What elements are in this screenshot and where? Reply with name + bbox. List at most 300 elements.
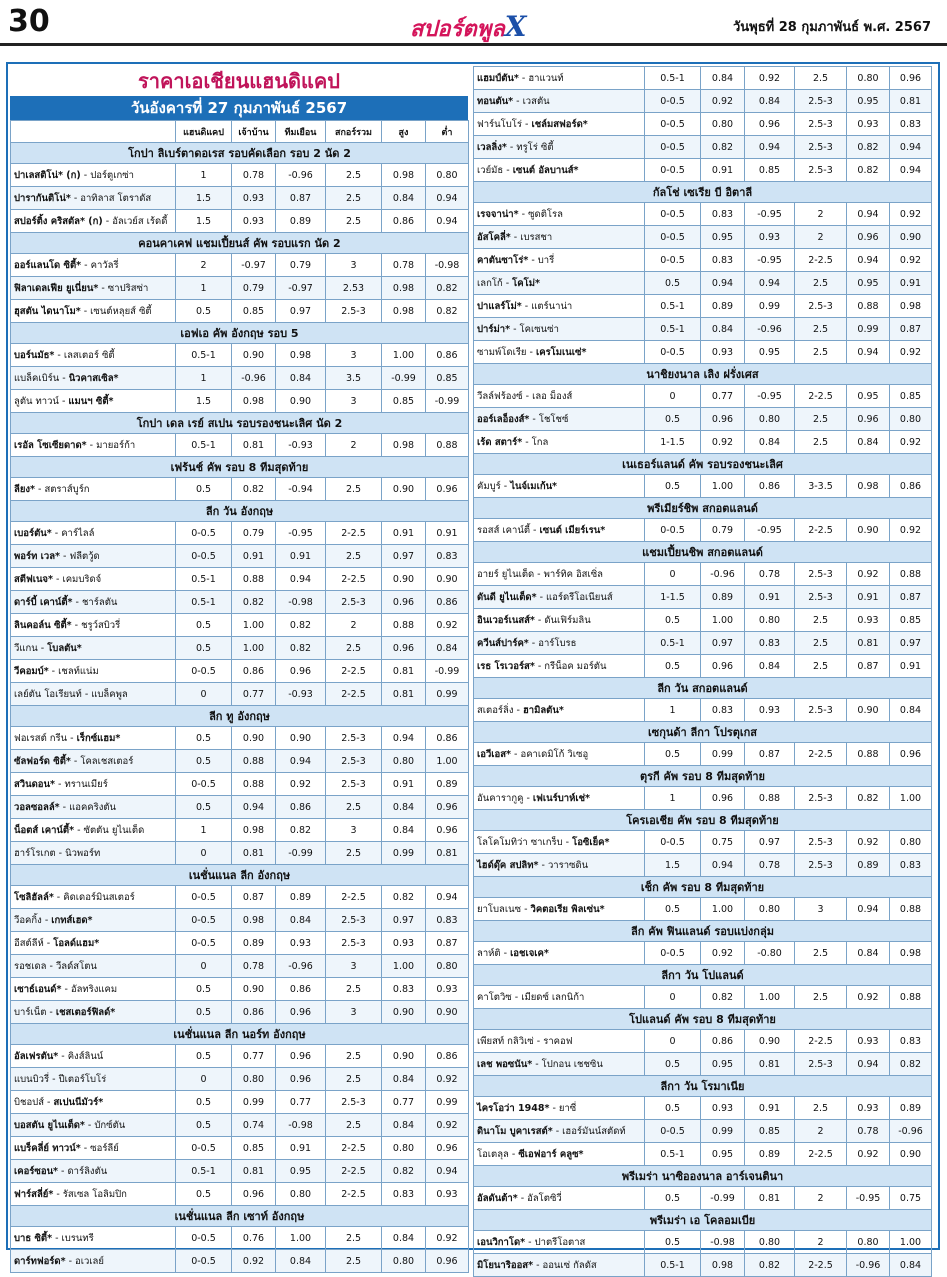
match-teams xyxy=(11,750,176,773)
team-separator: - xyxy=(46,960,56,972)
home-odds: 0.85 xyxy=(232,1137,276,1160)
home-team: เอวีเอส* xyxy=(477,748,512,760)
over-odds: 0.94 xyxy=(382,727,426,750)
handicap-value: 0.5 xyxy=(176,750,232,773)
match-teams xyxy=(474,1030,645,1053)
over-odds: 0.99 xyxy=(382,842,426,865)
home-odds: 0.95 xyxy=(701,1053,745,1076)
away-team: โคลเชสเตอร์ xyxy=(80,755,134,767)
away-team: คิงส์ลินน์ xyxy=(67,1050,104,1062)
handicap-value: 0.5-1 xyxy=(645,632,701,655)
league-name: โกปา เดล เรย์ สเปน รอบรองชนะเลิศ นัด 2 xyxy=(11,413,469,434)
away-odds: 0.87 xyxy=(276,187,326,210)
match-teams xyxy=(11,522,176,545)
team-separator: - xyxy=(61,983,71,995)
team-separator: - xyxy=(533,1259,543,1271)
home-team: เพียสท์ กลิวิเซ่ xyxy=(477,1035,534,1047)
over-odds: 0.96 xyxy=(847,408,890,431)
under-odds: 0.81 xyxy=(890,90,932,113)
over-odds: 0.88 xyxy=(382,614,426,637)
match-row xyxy=(11,683,469,706)
away-odds: 1.00 xyxy=(276,1227,326,1250)
team-separator: - xyxy=(530,524,540,536)
away-odds: 0.89 xyxy=(745,1143,795,1166)
home-odds: 0.86 xyxy=(701,1030,745,1053)
handicap-value: 0.5 xyxy=(176,1091,232,1114)
home-team: ดันดี ยูไนเต็ด* xyxy=(477,591,537,603)
under-odds: 0.93 xyxy=(426,978,469,1001)
home-team: ดาร์บี้ เคาน์ตี้* xyxy=(14,596,73,608)
team-separator: - xyxy=(528,637,539,649)
home-team: ฟอเรสต์ กรีน xyxy=(14,732,68,744)
home-odds: 0.96 xyxy=(232,1183,276,1206)
league-header xyxy=(11,233,469,254)
match-row xyxy=(474,113,932,136)
match-teams xyxy=(474,272,645,295)
handicap-value: 0.5 xyxy=(176,796,232,819)
league-header xyxy=(474,877,932,898)
away-odds: 0.93 xyxy=(745,699,795,722)
match-teams xyxy=(11,796,176,819)
away-team: สเปนนีมัวร์* xyxy=(53,1096,104,1108)
logo-text: สปอร์ตพูล xyxy=(410,16,505,42)
handicap-value: 0-0.5 xyxy=(176,773,232,796)
over-odds: 0.93 xyxy=(847,113,890,136)
match-teams xyxy=(11,591,176,614)
match-teams xyxy=(474,203,645,226)
home-team: แบล็คเบิร์น xyxy=(14,372,60,384)
match-row xyxy=(11,254,469,277)
home-odds: 0.84 xyxy=(701,67,745,90)
total-goals: 2.5-3 xyxy=(795,1053,847,1076)
over-odds: 0.82 xyxy=(847,136,890,159)
team-separator: - xyxy=(502,277,513,289)
away-odds: 0.80 xyxy=(745,609,795,632)
match-teams xyxy=(11,1045,176,1068)
over-odds: 0.90 xyxy=(847,699,890,722)
over-odds: 0.82 xyxy=(382,886,426,909)
away-team: ซาปริสซ่า xyxy=(107,282,149,294)
away-odds: 0.91 xyxy=(745,586,795,609)
total-goals: 2.5 xyxy=(795,272,847,295)
under-odds: 0.92 xyxy=(890,249,932,272)
away-team: เอชเจเค* xyxy=(510,947,549,959)
left-column xyxy=(10,66,468,1273)
home-team: ปาแลร์โม่* xyxy=(477,300,522,312)
under-odds: 0.84 xyxy=(426,637,469,660)
team-separator: - xyxy=(49,1073,59,1085)
under-odds: 0.88 xyxy=(890,898,932,921)
team-separator: - xyxy=(52,573,63,585)
home-team: อายร์ ยูไนเต็ด xyxy=(477,568,535,580)
home-odds: 0.89 xyxy=(701,295,745,318)
match-teams xyxy=(474,295,645,318)
home-odds: 0.82 xyxy=(701,136,745,159)
team-separator: - xyxy=(102,215,113,227)
away-odds: -0.98 xyxy=(276,591,326,614)
away-odds: -0.95 xyxy=(745,249,795,272)
under-odds: 0.98 xyxy=(890,942,932,965)
total-goals: 2.5 xyxy=(795,1097,847,1120)
away-odds: 0.94 xyxy=(276,568,326,591)
handicap-value: 0-0.5 xyxy=(645,942,701,965)
home-odds: 0.83 xyxy=(701,699,745,722)
match-teams xyxy=(474,159,645,182)
over-odds: 1.00 xyxy=(382,344,426,367)
handicap-value: 0.5 xyxy=(176,1001,232,1024)
home-odds: 0.77 xyxy=(701,385,745,408)
handicap-value: 0 xyxy=(176,842,232,865)
home-odds: 0.90 xyxy=(232,978,276,1001)
match-teams xyxy=(474,90,645,113)
away-team: บักซ์ตัน xyxy=(94,1119,126,1131)
team-separator: - xyxy=(534,614,545,626)
match-row xyxy=(474,1053,932,1076)
page-number: 30 xyxy=(8,4,50,39)
under-odds: 0.88 xyxy=(426,434,469,457)
match-teams xyxy=(11,344,176,367)
handicap-value: 1 xyxy=(176,367,232,390)
under-odds: 0.86 xyxy=(426,727,469,750)
match-row xyxy=(474,854,932,877)
home-odds: 0.92 xyxy=(232,1250,276,1273)
under-odds: 0.96 xyxy=(426,796,469,819)
league-name: เนชั่นแนล ลีก เซาท์ อังกฤษ xyxy=(11,1206,469,1227)
team-separator: - xyxy=(518,72,529,84)
team-separator: - xyxy=(80,169,91,181)
match-teams xyxy=(11,254,176,277)
match-teams xyxy=(474,67,645,90)
away-team: เบรนทรี xyxy=(61,1232,94,1244)
under-odds: 0.85 xyxy=(426,367,469,390)
handicap-value: 0.5 xyxy=(645,272,701,295)
match-teams xyxy=(11,1068,176,1091)
away-odds: 0.84 xyxy=(745,90,795,113)
total-goals: 2 xyxy=(795,1231,847,1254)
over-odds: 0.93 xyxy=(847,609,890,632)
away-odds: 0.91 xyxy=(276,1137,326,1160)
away-team: พาร์ทิค อิสเซิ่ล xyxy=(543,568,603,580)
total-goals: 2.5-3 xyxy=(326,727,382,750)
league-header xyxy=(474,498,932,519)
under-odds: 0.91 xyxy=(890,272,932,295)
total-goals: 3-3.5 xyxy=(795,475,847,498)
total-goals: 2.5-3 xyxy=(795,295,847,318)
match-row xyxy=(11,277,469,300)
total-goals: 2 xyxy=(326,614,382,637)
match-teams xyxy=(11,637,176,660)
match-row xyxy=(474,898,932,921)
away-team: โปกอน เชชซิน xyxy=(541,1058,603,1070)
over-odds: 0.98 xyxy=(382,434,426,457)
match-teams xyxy=(474,854,645,877)
home-team: เลกโก้ xyxy=(477,277,503,289)
team-separator: - xyxy=(58,1050,68,1062)
home-team: บอสตัน ยูไนเต็ด* xyxy=(14,1119,85,1131)
away-odds: 0.86 xyxy=(276,796,326,819)
match-row xyxy=(474,90,932,113)
away-team: แตร์นาน่า xyxy=(531,300,573,312)
away-odds: 0.91 xyxy=(276,545,326,568)
over-odds: 0.83 xyxy=(382,1183,426,1206)
home-team: อัสโคลี่* xyxy=(477,231,511,243)
league-header xyxy=(474,1210,932,1231)
away-odds: 0.90 xyxy=(276,390,326,413)
away-team: อัลโตซิวี่ xyxy=(527,1192,562,1204)
home-team: ฮาร์โรเกต xyxy=(14,847,56,859)
home-odds: 0.79 xyxy=(232,277,276,300)
match-teams xyxy=(474,226,645,249)
home-odds: -0.98 xyxy=(701,1231,745,1254)
match-row xyxy=(474,519,932,542)
match-teams xyxy=(474,699,645,722)
home-odds: 1.00 xyxy=(232,614,276,637)
over-odds: 0.80 xyxy=(847,67,890,90)
away-odds: 0.83 xyxy=(745,632,795,655)
total-goals: 2.5-3 xyxy=(795,136,847,159)
handicap-value: 0 xyxy=(176,1068,232,1091)
handicap-value: 0-0.5 xyxy=(645,341,701,364)
away-odds: 0.82 xyxy=(745,1254,795,1277)
home-odds: 0.93 xyxy=(232,187,276,210)
total-goals: 2 xyxy=(795,1120,847,1143)
home-odds: 0.79 xyxy=(701,519,745,542)
home-team: ดินาโม บูคาเรสต์* xyxy=(477,1125,553,1137)
away-odds: -0.93 xyxy=(276,434,326,457)
team-separator: - xyxy=(58,1165,68,1177)
under-odds: 0.75 xyxy=(890,1187,932,1210)
over-odds: 0.84 xyxy=(382,1227,426,1250)
away-team: เซนต์ อัลบานส์* xyxy=(512,164,579,176)
home-odds: 0.89 xyxy=(232,932,276,955)
over-odds: 0.90 xyxy=(847,519,890,542)
match-teams xyxy=(11,210,176,233)
league-header xyxy=(11,706,469,727)
odds-table-left xyxy=(10,120,469,1273)
match-row xyxy=(474,1120,932,1143)
away-odds: 0.78 xyxy=(745,854,795,877)
league-header xyxy=(474,965,932,986)
away-team: อคาเดมิโก้ วิเซอู xyxy=(520,748,589,760)
match-teams xyxy=(11,978,176,1001)
away-team: ปาตรีโอตาส xyxy=(534,1236,586,1248)
team-separator: - xyxy=(506,141,517,153)
under-odds: 0.87 xyxy=(890,318,932,341)
handicap-value: 0-0.5 xyxy=(645,203,701,226)
team-separator: - xyxy=(35,483,45,495)
team-separator: - xyxy=(53,1188,63,1200)
home-team: เอนวิกาโด* xyxy=(477,1236,526,1248)
match-teams xyxy=(11,932,176,955)
team-separator: - xyxy=(98,282,108,294)
home-odds: 0.79 xyxy=(232,522,276,545)
handicap-value: 0.5 xyxy=(176,478,232,501)
team-separator: - xyxy=(521,903,531,915)
home-team: เรธ โรเวอร์ส* xyxy=(477,660,535,672)
total-goals: 3 xyxy=(326,955,382,978)
total-goals: 3 xyxy=(326,390,382,413)
away-odds: 0.95 xyxy=(745,341,795,364)
team-separator: - xyxy=(503,164,513,176)
handicap-value: 0.5-1 xyxy=(176,344,232,367)
match-row xyxy=(11,637,469,660)
publication-logo xyxy=(410,10,526,46)
match-teams xyxy=(11,1227,176,1250)
home-team: เรจจาน่า* xyxy=(477,208,519,220)
home-odds: 0.98 xyxy=(701,1254,745,1277)
match-row xyxy=(11,978,469,1001)
over-odds: 0.82 xyxy=(847,159,890,182)
away-odds: -0.95 xyxy=(745,519,795,542)
match-row xyxy=(11,1160,469,1183)
team-separator: - xyxy=(71,619,82,631)
match-teams xyxy=(11,164,176,187)
home-team: ลินคอล์น ซิตี้* xyxy=(14,619,72,631)
match-teams xyxy=(474,586,645,609)
match-row xyxy=(474,272,932,295)
over-odds: 0.88 xyxy=(847,743,890,766)
odds-table-right xyxy=(473,66,932,1277)
over-odds: 0.83 xyxy=(382,978,426,1001)
away-odds: 0.89 xyxy=(276,886,326,909)
match-teams xyxy=(11,955,176,978)
total-goals: 2.5 xyxy=(326,1114,382,1137)
away-team: วิคตอเรีย พิลเซ่น* xyxy=(530,903,605,915)
home-odds: 0.81 xyxy=(232,1160,276,1183)
under-odds: 0.96 xyxy=(426,478,469,501)
handicap-value: 0.5-1 xyxy=(176,434,232,457)
away-team: ซัตตัน ยูไนเต็ด xyxy=(83,824,145,836)
team-separator: - xyxy=(525,1236,535,1248)
total-goals: 2-2.5 xyxy=(795,1030,847,1053)
over-odds: 0.80 xyxy=(382,1137,426,1160)
match-row xyxy=(11,591,469,614)
league-name: ลีก คัพ ฟินแลนด์ รอบแบ่งกลุ่ม xyxy=(474,921,932,942)
handicap-value: 1.5 xyxy=(176,187,232,210)
home-team: ปารากันติโน่* xyxy=(14,192,71,204)
away-odds: 0.84 xyxy=(276,1250,326,1273)
over-odds: 0.77 xyxy=(382,1091,426,1114)
home-odds: 0.95 xyxy=(701,226,745,249)
match-row xyxy=(474,475,932,498)
away-team: เชล์มสฟอร์ด* xyxy=(531,118,588,130)
team-separator: - xyxy=(536,591,547,603)
over-odds: 0.84 xyxy=(382,796,426,819)
league-header xyxy=(474,182,932,203)
home-odds: 0.97 xyxy=(701,632,745,655)
match-teams xyxy=(474,609,645,632)
match-column-header xyxy=(11,121,176,143)
under-odds: 1.00 xyxy=(890,1231,932,1254)
away-odds: 0.93 xyxy=(745,226,795,249)
over-odds: 0.89 xyxy=(847,854,890,877)
team-separator: - xyxy=(518,208,529,220)
home-team: ไฮด์ดุ๊ค สปลิท* xyxy=(477,859,539,871)
handicap-value: 0.5-1 xyxy=(645,1143,701,1166)
handicap-value: 0-0.5 xyxy=(176,1137,232,1160)
home-team: เบอร์ตัน* xyxy=(14,527,52,539)
home-team: อินเวอร์เนสส์* xyxy=(477,614,535,626)
home-odds: 0.90 xyxy=(232,727,276,750)
match-row xyxy=(474,986,932,1009)
handicap-value: 0-0.5 xyxy=(645,136,701,159)
match-row xyxy=(11,819,469,842)
total-goals: 3 xyxy=(326,254,382,277)
match-row xyxy=(474,431,932,454)
away-team: นิวคาสเซิล* xyxy=(68,372,119,384)
team-separator: - xyxy=(522,436,532,448)
team-separator: - xyxy=(72,596,82,608)
over-odds: 0.90 xyxy=(382,1001,426,1024)
home-odds: 0.88 xyxy=(232,568,276,591)
home-team: สปอร์ติ้ง คริสตัล* (ก) xyxy=(14,215,103,227)
total-goals: 3 xyxy=(326,344,382,367)
league-name: โปแลนด์ คัพ รอบ 8 ทีมสุดท้าย xyxy=(474,1009,932,1030)
handicap-value: 0.5 xyxy=(176,1045,232,1068)
league-name: เนชั่นแนล ลีก นอร์ท อังกฤษ xyxy=(11,1024,469,1045)
home-odds: 0.92 xyxy=(701,90,745,113)
league-name: คอนคาเคฟ แชมเปี้ยนส์ คัพ รอบแรก นัด 2 xyxy=(11,233,469,254)
total-goals: 2-2.5 xyxy=(326,660,382,683)
over-odds: 0.92 xyxy=(847,1143,890,1166)
match-row xyxy=(474,699,932,722)
under-odds: 0.84 xyxy=(890,699,932,722)
team-separator: - xyxy=(59,801,70,813)
over-odds: 0.90 xyxy=(382,1045,426,1068)
team-separator: - xyxy=(80,1142,91,1154)
team-separator: - xyxy=(54,778,65,790)
match-row xyxy=(11,796,469,819)
over-odds: 0.92 xyxy=(847,563,890,586)
away-team: ซูดติโรล xyxy=(528,208,563,220)
away-odds: 1.00 xyxy=(745,986,795,1009)
home-team: อันคารากูคู xyxy=(477,792,524,804)
league-name: นาชิยงนาล เลิง ฝรั่งเศส xyxy=(474,364,932,385)
match-teams xyxy=(474,1120,645,1143)
league-name: พรีเมียร์ชิพ สกอตแลนด์ xyxy=(474,498,932,519)
total-goals: 3 xyxy=(326,819,382,842)
team-separator: - xyxy=(74,824,84,836)
over-odds: 0.80 xyxy=(847,1231,890,1254)
match-row xyxy=(11,955,469,978)
total-goals: 2 xyxy=(795,1187,847,1210)
over-odds: 0.98 xyxy=(382,164,426,187)
odds-body-left xyxy=(11,143,469,1273)
team-separator: - xyxy=(44,1096,54,1108)
total-goals: 2.5-3 xyxy=(326,750,382,773)
match-row xyxy=(11,660,469,683)
team-separator: - xyxy=(517,1192,528,1204)
home-odds: 0.83 xyxy=(701,203,745,226)
team-separator: - xyxy=(48,665,59,677)
home-odds: -0.96 xyxy=(232,367,276,390)
total-goals: 2.5 xyxy=(326,210,382,233)
total-goals: 2.5 xyxy=(795,986,847,1009)
away-team: อัลทริงแคม xyxy=(70,983,118,995)
over-odds: 0.98 xyxy=(382,300,426,323)
total-goals: 2.5 xyxy=(326,1068,382,1091)
over-odds: 0.96 xyxy=(382,591,426,614)
match-row xyxy=(11,1114,469,1137)
match-row xyxy=(11,1001,469,1024)
handicap-value: 0.5 xyxy=(176,1114,232,1137)
total-goals: 2.5 xyxy=(326,164,382,187)
handicap-value: 0.5-1 xyxy=(176,1160,232,1183)
col-under: ต่ำ xyxy=(426,121,469,143)
under-odds: 0.92 xyxy=(890,519,932,542)
home-team: ลียง* xyxy=(14,483,35,495)
team-separator: - xyxy=(59,372,69,384)
